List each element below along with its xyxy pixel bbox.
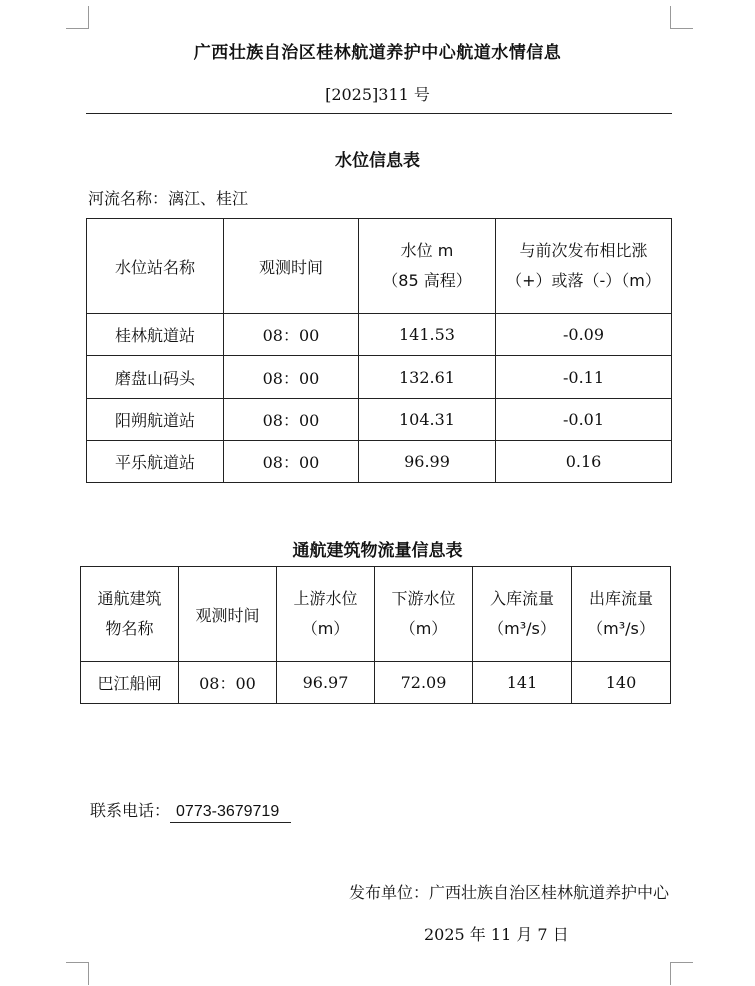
- header-level: [359, 219, 496, 314]
- phone-number: 0773-3679719: [170, 803, 291, 823]
- flow-section-title: 通航建筑物流量信息表: [292, 541, 463, 561]
- table-row: [87, 356, 672, 399]
- table-row: [87, 399, 672, 441]
- header-structure-name-line1: 通航建筑: [97, 589, 162, 608]
- header-outflow: [572, 567, 671, 662]
- observation-time: 08：00: [224, 399, 359, 441]
- issue-date: 2025 年 11 月 7 日: [424, 925, 569, 944]
- document-number: [2025]311 号: [325, 85, 430, 104]
- river-name: 河流名称：漓江、桂江: [88, 189, 249, 208]
- contact-line: [90, 798, 291, 823]
- table-header-row: [87, 219, 672, 314]
- level-change-value: -0.09: [496, 314, 672, 356]
- issuing-unit: 发布单位：广西壮族自治区桂林航道养护中心: [348, 883, 669, 902]
- header-downstream-line2: （m）: [399, 619, 448, 638]
- header-level-line1: 水位 m: [400, 241, 454, 260]
- header-level-line2: （85 高程）: [382, 271, 472, 290]
- water-level-value: 96.99: [359, 441, 496, 483]
- header-divider: [86, 113, 672, 114]
- table-row: [81, 662, 671, 704]
- header-change: [496, 219, 672, 314]
- header-structure-name: [81, 567, 179, 662]
- header-inflow: [473, 567, 572, 662]
- level-change-value: -0.11: [496, 356, 672, 399]
- header-time: 观测时间: [179, 567, 277, 662]
- inflow-value: 141: [473, 662, 572, 704]
- water-level-value: 104.31: [359, 399, 496, 441]
- observation-time: 08：00: [224, 356, 359, 399]
- station-name: 平乐航道站: [87, 441, 224, 483]
- contact-label: 联系电话：: [90, 801, 171, 820]
- header-upstream-line1: 上游水位: [293, 589, 358, 608]
- crop-mark-top-right: [670, 6, 693, 29]
- header-inflow-line2: （m³/s）: [488, 619, 556, 638]
- crop-mark-top-left: [66, 6, 89, 29]
- header-outflow-line1: 出库流量: [588, 589, 653, 608]
- level-change-value: 0.16: [496, 441, 672, 483]
- observation-time: 08：00: [224, 441, 359, 483]
- header-downstream-line1: 下游水位: [391, 589, 456, 608]
- station-name: 桂林航道站: [87, 314, 224, 356]
- observation-time: 08：00: [224, 314, 359, 356]
- header-outflow-line2: （m³/s）: [587, 619, 655, 638]
- water-level-table: [86, 218, 672, 483]
- downstream-level-value: 72.09: [375, 662, 473, 704]
- flow-table: [80, 566, 671, 704]
- observation-time: 08：00: [179, 662, 277, 704]
- header-upstream-level: [277, 567, 375, 662]
- header-change-line1: 与前次发布相比涨: [519, 241, 648, 260]
- header-structure-name-line2: 物名称: [105, 619, 154, 638]
- water-level-section-title: 水位信息表: [335, 151, 420, 171]
- header-time: 观测时间: [224, 219, 359, 314]
- document-title: 广西壮族自治区桂林航道养护中心航道水情信息: [193, 43, 562, 63]
- header-upstream-line2: （m）: [301, 619, 350, 638]
- header-station: 水位站名称: [87, 219, 224, 314]
- station-name: 磨盘山码头: [87, 356, 224, 399]
- table-header-row: [81, 567, 671, 662]
- crop-mark-bottom-left: [66, 962, 89, 985]
- header-downstream-level: [375, 567, 473, 662]
- water-level-value: 132.61: [359, 356, 496, 399]
- header-change-line2: （+）或落（-）（m）: [506, 271, 661, 290]
- table-row: [87, 441, 672, 483]
- header-inflow-line1: 入库流量: [489, 589, 554, 608]
- water-level-value: 141.53: [359, 314, 496, 356]
- structure-name: 巴江船闸: [81, 662, 179, 704]
- level-change-value: -0.01: [496, 399, 672, 441]
- outflow-value: 140: [572, 662, 671, 704]
- upstream-level-value: 96.97: [277, 662, 375, 704]
- crop-mark-bottom-right: [670, 962, 693, 985]
- station-name: 阳朔航道站: [87, 399, 224, 441]
- table-row: [87, 314, 672, 356]
